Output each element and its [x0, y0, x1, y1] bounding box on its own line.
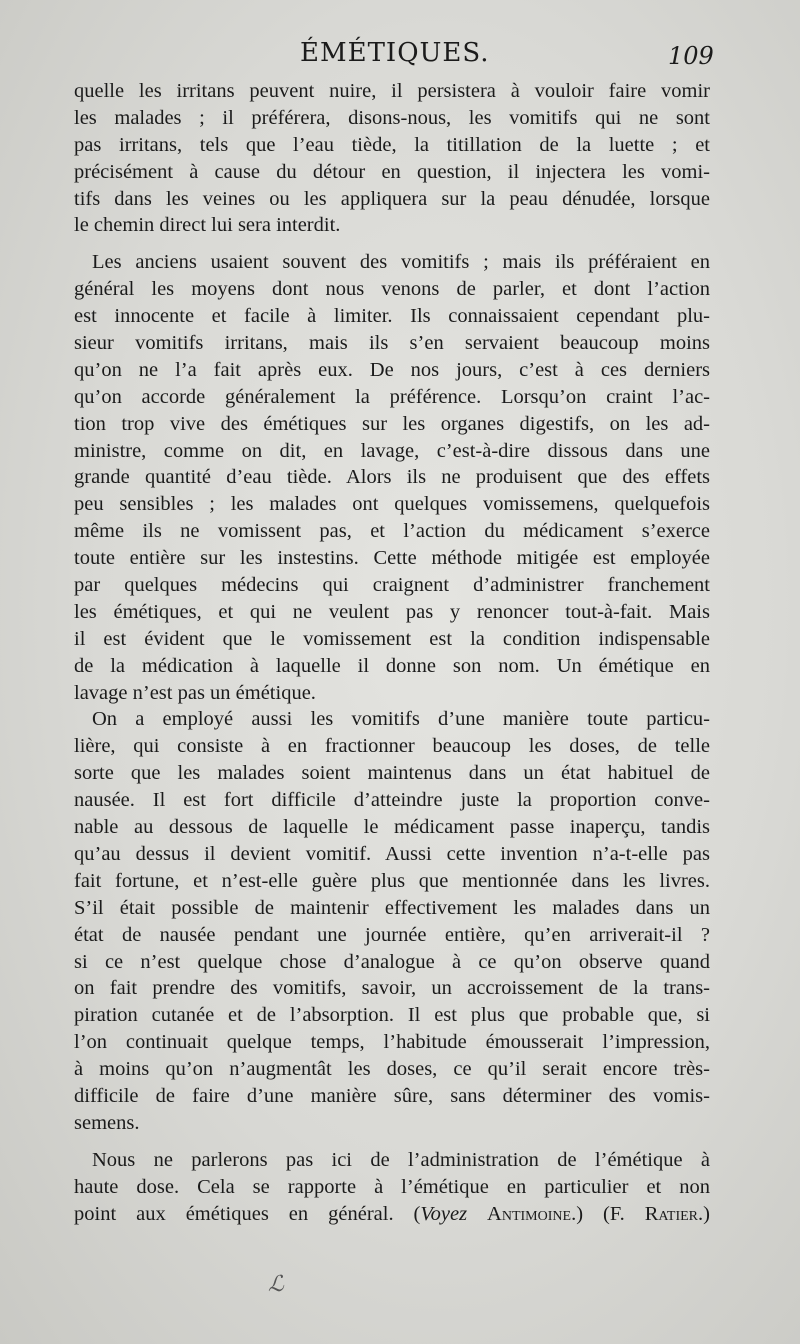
- text-line: piration cutanée et de l’absorption. Il est plus que probable que, si: [74, 1004, 710, 1027]
- text-line: nausée. Il est fort difficile d’atteindre juste la proportion conve-: [74, 789, 710, 812]
- text-line: même ils ne vomissent pas, et l’action du médicament s’exerce: [74, 520, 710, 543]
- text-line: haute dose. Cela se rapporte à l’émétique en particulier et non: [74, 1175, 710, 1198]
- text-line: ministre, comme on dit, en lavage, c’est-à-dire dissous dans une: [74, 439, 710, 462]
- text-line: l’on continuait quelque temps, l’habitude émousserait l’impression,: [74, 1031, 710, 1054]
- text-line: pas irritans, tels que l’eau tiède, la titillation de la luette ; et: [74, 133, 710, 156]
- text-line: difficile de faire d’une manière sûre, sans déterminer des vomis-: [74, 1084, 710, 1107]
- text-line: semens.: [74, 1111, 140, 1134]
- text-line: les malades ; il préférera, disons-nous, les vomitifs qui ne sont: [74, 106, 710, 129]
- page-header: [0, 38, 800, 78]
- text-fragment: .): [698, 1202, 710, 1225]
- text-line: de la médication à laquelle il donne son nom. Un émétique en: [74, 654, 710, 677]
- text-fragment: point aux émétiques en général. (: [74, 1202, 421, 1225]
- text-line: qu’on accorde généralement la préférence. Lorsqu’on craint l’ac-: [74, 385, 710, 408]
- cross-reference: Antimoine: [487, 1202, 572, 1225]
- text-line: le chemin direct lui sera interdit.: [74, 214, 341, 237]
- text-line: toute entière sur les instestins. Cette méthode mitigée est employée: [74, 547, 710, 570]
- text-line: général les moyens dont nous venons de parler, et dont l’action: [74, 278, 710, 301]
- text-line-final: [74, 1201, 710, 1228]
- text-line: si ce n’est quelque chose d’analogue à ce qu’on observe quand: [74, 950, 710, 973]
- text-line: nable au dessous de laquelle le médicament passe inaperçu, tandis: [74, 816, 710, 839]
- text-line: qu’au dessus il devient vomitif. Aussi cette invention n’a-t-elle pas: [74, 842, 710, 865]
- text-line: S’il était possible de maintenir effectivement les malades dans un: [74, 896, 710, 919]
- running-title: ÉMÉTIQUES.: [300, 38, 490, 68]
- text-line: par quelques médecins qui craignent d’administrer franchement: [74, 574, 710, 597]
- text-line: précisément à cause du détour en question, il injectera les vomi-: [74, 160, 710, 183]
- text-line: quelle les irritans peuvent nuire, il persistera à vouloir faire vomir: [74, 80, 710, 102]
- text-line: à moins qu’on n’augmentât les doses, ce qu’il serait encore très-: [74, 1058, 710, 1081]
- text-line: grande quantité d’eau tiède. Alors ils ne produisent que des effets: [74, 466, 710, 489]
- text-line: tifs dans les veines ou les appliquera sur la peau dénudée, lorsque: [74, 187, 710, 210]
- text-line: lière, qui consiste à en fractionner beaucoup les doses, de telle: [74, 735, 710, 758]
- text-fragment: Voyez: [420, 1202, 468, 1225]
- text-line: sieur vomitifs irritans, mais ils s’en servaient beaucoup moins: [74, 332, 710, 355]
- text-line: Les anciens usaient souvent des vomitifs ; mais ils préféraient en: [92, 251, 710, 274]
- text-line: qu’on ne l’a fait après eux. De nos jours, c’est à ces derniers: [74, 358, 710, 381]
- text-line: lavage n’est pas un émétique.: [74, 681, 316, 704]
- text-line: sorte que les malades soient maintenus dans un état habituel de: [74, 762, 710, 785]
- text-line: on fait prendre des vomitifs, savoir, un accroissement de la trans-: [74, 977, 710, 1000]
- text-line: tion trop vive des émétiques sur les organes digestifs, on les ad-: [74, 412, 710, 435]
- text-line: Nous ne parlerons pas ici de l’administration de l’émétique à: [92, 1148, 710, 1171]
- ink-mark: ℒ: [268, 1272, 284, 1297]
- page-number: 109: [668, 42, 714, 70]
- text-line: est innocente et facile à limiter. Ils connaissaient cependant plu-: [74, 305, 710, 328]
- body-text: [74, 78, 710, 1227]
- text-line: les émétiques, et qui ne veulent pas y renoncer tout-à-fait. Mais: [74, 600, 710, 623]
- text-line: On a employé aussi les vomitifs d’une manière toute particu-: [92, 708, 710, 731]
- text-line: peu sensibles ; les malades ont quelques vomissemens, quelquefois: [74, 493, 710, 516]
- text-line: il est évident que le vomissement est la condition indispensable: [74, 627, 710, 650]
- text-line: état de nausée pendant une journée entière, qu’en arriverait-il ?: [74, 923, 710, 946]
- text-fragment: .) (F.: [571, 1202, 645, 1225]
- author-signature: Ratier: [644, 1202, 699, 1225]
- text-line: fait fortune, et n’est-elle guère plus que mentionnée dans les livres.: [74, 869, 710, 892]
